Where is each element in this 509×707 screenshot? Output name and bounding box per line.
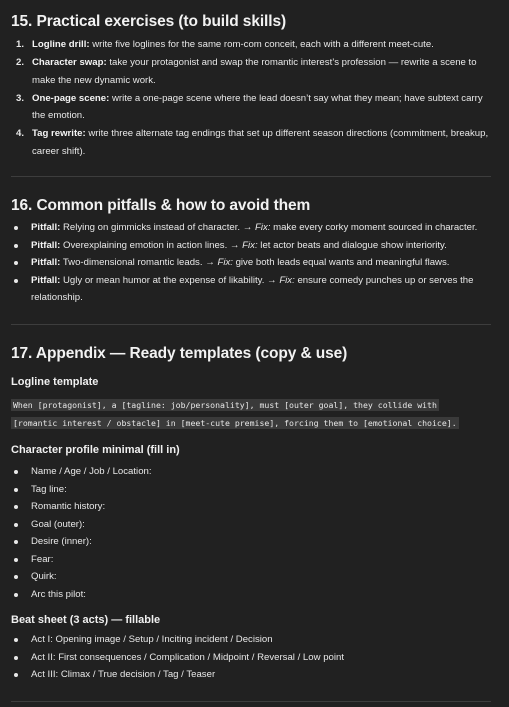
list-item: Act III: Climax / True decision / Tag / Teaser	[11, 666, 493, 684]
exercise-list	[11, 36, 495, 161]
pitfall-list	[11, 219, 493, 307]
list-item: Act I: Opening image / Setup / Inciting incident / Decision	[11, 631, 493, 649]
beat-sheet-list	[11, 631, 493, 684]
list-item: Name / Age / Job / Location:	[11, 463, 493, 481]
list-item: Pitfall: Ugly or mean humor at the expense of likability. → Fix: ensure comedy punches up or serves the relationship.	[11, 272, 493, 307]
logline-code-block	[11, 396, 485, 432]
list-item: Desire (inner):	[11, 533, 493, 551]
list-item: 3. One-page scene: write a one-page scene where the lead doesn’t say what they mean; have subtext carry the emotion.	[16, 92, 483, 121]
list-item: Pitfall: Overexplaining emotion in action lines. → Fix: let actor beats and dialogue show interiority.	[11, 237, 493, 255]
list-item: 1. Logline drill: write five loglines for the same rom-com conceit, each with a different meet-cute.	[16, 39, 434, 50]
list-item: Pitfall: Two-dimensional romantic leads. → Fix: give both leads equal wants and meaningful flaws.	[11, 254, 493, 272]
list-item: Act II: First consequences / Complication / Midpoint / Reversal / Low point	[11, 649, 493, 667]
divider	[11, 701, 491, 702]
list-item: Romantic history:	[11, 498, 493, 516]
list-item: Quirk:	[11, 568, 493, 586]
list-item: Arc this pilot:	[11, 586, 493, 604]
inline-code: When [protagonist], a [tagline: job/personality], must [outer goal], they collide with [romantic interest / obstacle] in [meet-cute premise], forcing them to [emotional choice].	[13, 400, 457, 428]
list-item: Pitfall: Relying on gimmicks instead of character. → Fix: make every corky moment sourced in character.	[11, 219, 493, 237]
logline-template-heading: Logline template	[11, 376, 99, 388]
divider	[11, 324, 491, 325]
list-item: 4. Tag rewrite: write three alternate tag endings that set up different season directions (commitment, breakup, career shift).	[16, 128, 489, 157]
beat-sheet-heading: Beat sheet (3 acts) — fillable	[11, 614, 161, 626]
list-item: Tag line:	[11, 481, 493, 499]
character-profile-list	[11, 463, 493, 603]
section-title: 16. Common pitfalls & how to avoid them	[11, 197, 311, 214]
character-profile-heading: Character profile minimal (fill in)	[11, 444, 180, 456]
section-title: 15. Practical exercises (to build skills)	[11, 13, 287, 30]
divider	[11, 176, 491, 177]
list-item: 2. Character swap: take your protagonist and swap the romantic interest’s profession — rewrite a scene to make the new dynamic work.	[16, 57, 477, 86]
list-item: Fear:	[11, 551, 493, 569]
list-item: Goal (outer):	[11, 516, 493, 534]
section-title: 17. Appendix — Ready templates (copy & use)	[11, 345, 348, 362]
